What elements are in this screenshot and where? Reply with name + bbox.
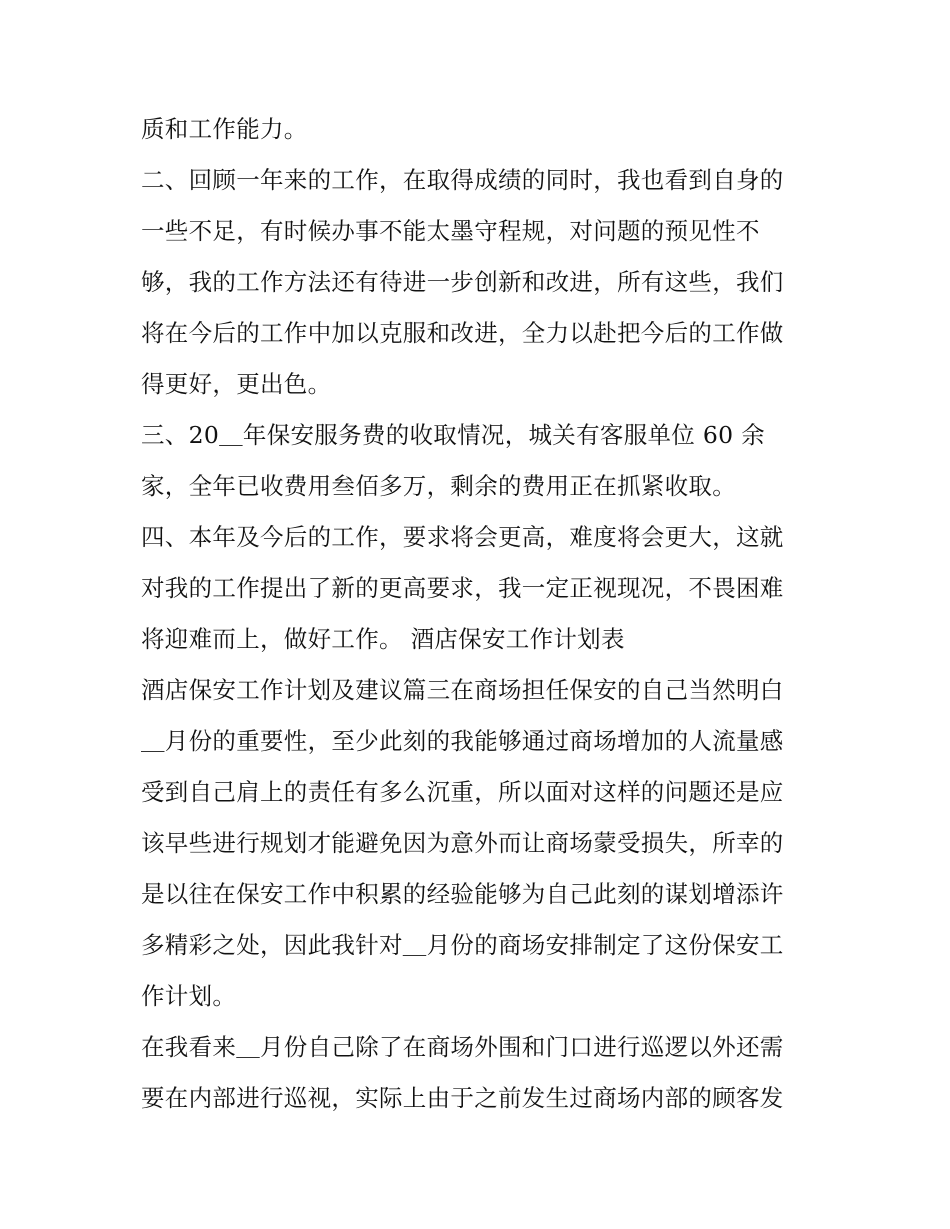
text-line: 得更好，更出色。 [141, 370, 332, 398]
text-line: 作计划。 [141, 982, 237, 1010]
text-line: 家，全年已收费用叁佰多万，剩余的费用正在抓紧收取。 [141, 472, 736, 500]
text-line: 是以往在保安工作中积累的经验能够为自己此刻的谋划增添许 [141, 880, 784, 908]
text-line: 质和工作能力。 [141, 115, 308, 143]
document-body [141, 104, 821, 1124]
text-line: 够，我的工作方法还有待进一步创新和改进，所有这些，我们 [141, 268, 784, 296]
text-line: 将在今后的工作中加以克服和改进，全力以赴把今后的工作做 [141, 319, 784, 347]
text-line: 多精彩之处，因此我针对＿月份的商场安排制定了这份保安工 [141, 931, 784, 959]
text-line: 该早些进行规划才能避免因为意外而让商场蒙受损失，所幸的 [141, 829, 784, 857]
text-line: 将迎难而上，做好工作。 酒店保安工作计划表 [141, 625, 625, 653]
text-line: 受到自己肩上的责任有多么沉重，所以面对这样的问题还是应 [141, 778, 784, 806]
text-line: 二、回顾一年来的工作，在取得成绩的同时，我也看到自身的 [141, 166, 784, 194]
text-line: 要在内部进行巡视，实际上由于之前发生过商场内部的顾客发 [141, 1084, 784, 1112]
text-line: 一些不足，有时候办事不能太墨守程规，对问题的预见性不 [141, 217, 760, 245]
text-line: 四、本年及今后的工作，要求将会更高，难度将会更大，这就 [141, 523, 784, 551]
text-line: 对我的工作提出了新的更高要求，我一定正视现况，不畏困难 [141, 574, 784, 602]
text-line: 在我看来＿月份自己除了在商场外围和门口进行巡逻以外还需 [141, 1033, 784, 1061]
text-line: ＿月份的重要性，至少此刻的我能够通过商场增加的人流量感 [141, 727, 784, 755]
text-line: 酒店保安工作计划及建议篇三在商场担任保安的自己当然明白 [141, 676, 784, 704]
text-line: 三、20＿年保安服务费的收取情况，城关有客服单位 60 余 [141, 421, 765, 449]
